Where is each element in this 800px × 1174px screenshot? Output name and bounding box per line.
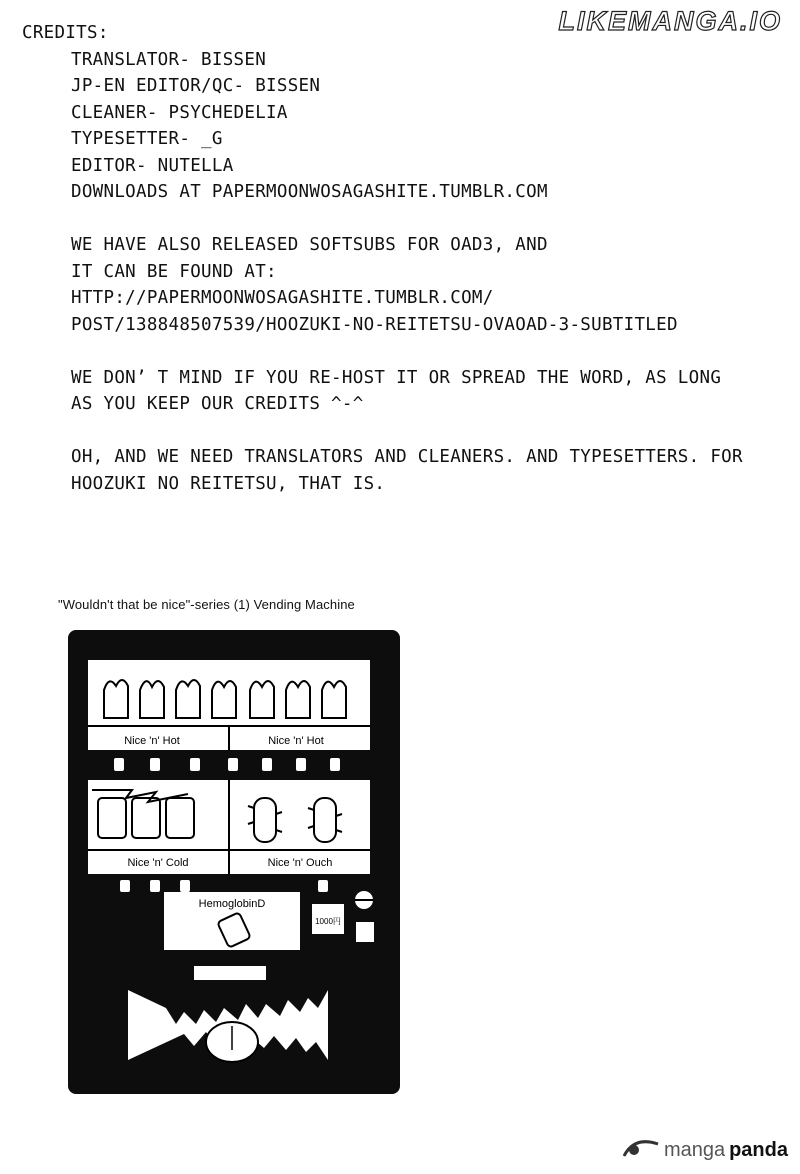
mangapanda-logo (622, 1138, 788, 1162)
logo-text-bold: panda (729, 1138, 788, 1161)
label-cold: Nice 'n' Cold (127, 857, 189, 869)
panda-icon (622, 1138, 660, 1162)
recruit-line: HOOZUKI NO REITETSU, THAT IS. (71, 473, 386, 494)
credit-line: TRANSLATOR- BISSEN (71, 49, 267, 70)
credit-line: JP-EN EDITOR/QC- BISSEN (71, 76, 321, 96)
label-ouch: Nice 'n' Ouch (267, 857, 333, 869)
credits-block (22, 20, 743, 497)
downloads-line: DOWNLOADS AT PAPERMOONWOSAGASHITE.TUMBLR.COM (71, 182, 548, 202)
recruit-line: OH, AND WE NEED TRANSLATORS AND CLEANERS. AND TYPESETTERS. FOR (71, 447, 743, 467)
vending-machine-illustration (68, 630, 400, 1098)
rehost-line: AS YOU KEEP OUR CREDITS ^-^ (71, 394, 364, 414)
softsubs-line: WE HAVE ALSO RELEASED SOFTSUBS FOR OAD3, AND (71, 235, 548, 255)
site-watermark: LIKEMANGA.IO (558, 6, 782, 36)
credits-heading: CREDITS: (22, 23, 109, 43)
credit-line: EDITOR- NUTELLA (71, 155, 234, 176)
credit-line: TYPESETTER- _G (71, 129, 223, 149)
label-hot-2: Nice 'n' Hot (268, 735, 324, 747)
comic-caption: "Wouldn't that be nice"-series (1) Vending Machine (58, 597, 355, 612)
label-hot-1: Nice 'n' Hot (124, 735, 180, 747)
credit-line: CLEANER- PSYCHEDELIA (71, 102, 288, 123)
softsubs-line: IT CAN BE FOUND AT: (71, 261, 277, 282)
rehost-line: WE DON’ T MIND IF YOU RE-HOST IT OR SPREAD THE WORD, AS LONG (71, 367, 722, 388)
softsubs-url: POST/138848507539/HOOZUKI-NO-REITETSU-OVAOAD-3-SUBTITLED (71, 314, 678, 335)
price-tag: 1000円 (315, 917, 341, 926)
product-label: HemoglobinD (198, 898, 266, 910)
logo-text-light: manga (663, 1138, 726, 1161)
softsubs-url: HTTP://PAPERMOONWOSAGASHITE.TUMBLR.COM/ (71, 288, 494, 308)
